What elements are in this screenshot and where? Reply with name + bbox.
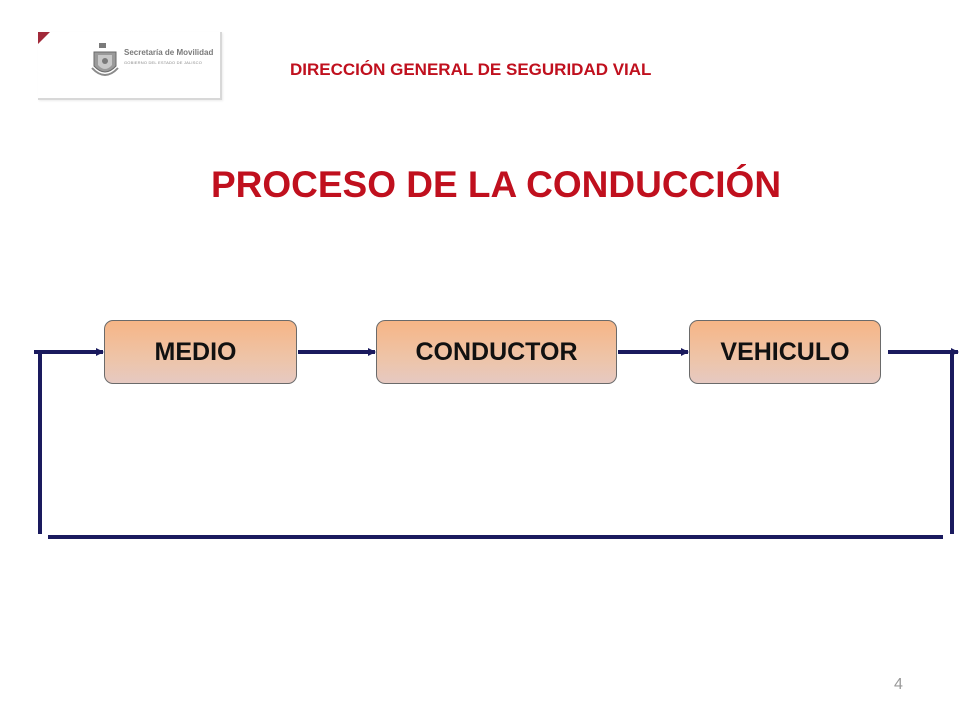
- page-title: PROCESO DE LA CONDUCCIÓN: [210, 164, 782, 205]
- node-medio: MEDIO: [104, 320, 297, 384]
- node-conductor: CONDUCTOR: [376, 320, 617, 384]
- header-title: DIRECCIÓN GENERAL DE SEGURIDAD VIAL: [290, 60, 652, 79]
- page-number: 4: [894, 676, 903, 693]
- logo-text-secretaria: Secretaría de Movilidad: [124, 48, 214, 57]
- logo-text-gobierno: GOBIERNO DEL ESTADO DE JALISCO: [124, 60, 203, 65]
- node-vehiculo: VEHICULO: [689, 320, 881, 384]
